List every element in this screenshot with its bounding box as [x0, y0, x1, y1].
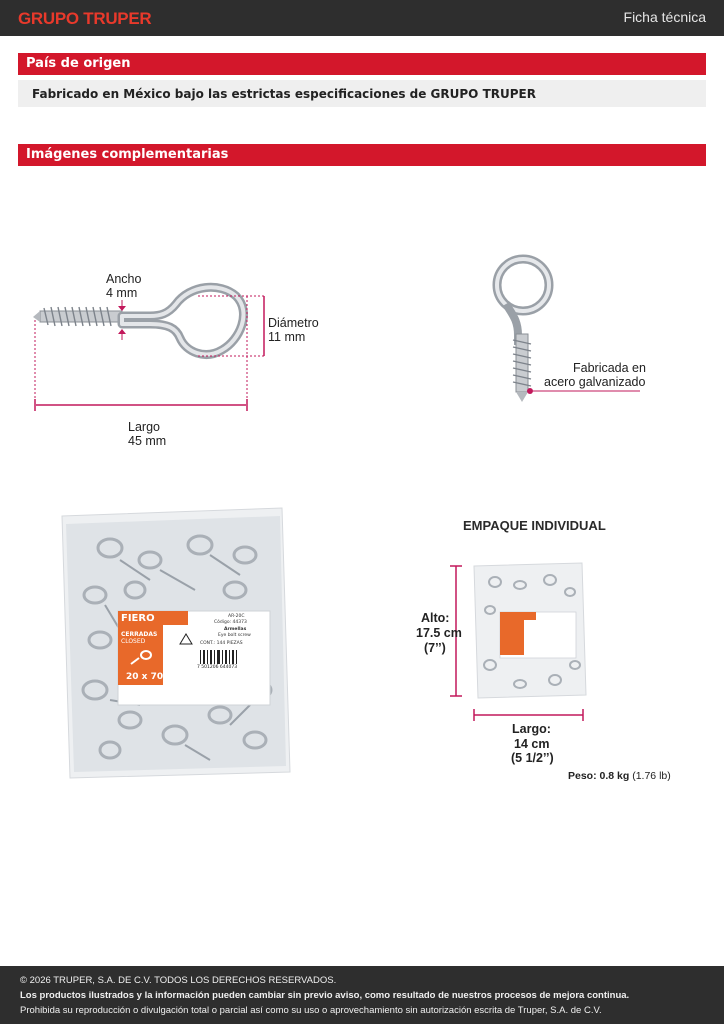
package-brand: FIERO: [121, 613, 155, 624]
empaque-alto-inches: (7’’): [424, 641, 446, 655]
package-barcode: 7 501206 644073: [197, 665, 238, 670]
package-count: CONT.: 144 PIEZAS: [200, 641, 243, 646]
package-codigo: Código: 44373: [214, 620, 247, 625]
package-line1: CERRADAS: [121, 631, 158, 638]
footer-prohibition: Prohibida su reproducción o divulgación total o parcial así como su uso o aprovechamiento sin autorización escrita de Truper, S.A. de C.V.: [20, 1005, 602, 1016]
peso-pounds: (1.76 lb): [632, 770, 671, 782]
diametro-label: Diámetro: [268, 316, 319, 330]
document-type: Ficha técnica: [623, 9, 706, 25]
empaque-largo-label: Largo:: [512, 722, 551, 736]
diametro-value: 11 mm: [268, 330, 306, 344]
footer-copyright: © 2026 TRUPER, S.A. DE C.V. TODOS LOS DERECHOS RESERVADOS.: [20, 975, 337, 986]
origin-text: Fabricado en México bajo las estrictas especificaciones de GRUPO TRUPER: [32, 87, 536, 101]
footer: [0, 966, 724, 1024]
origin-section-title: País de origen: [26, 56, 131, 71]
package-product: Armellas: [224, 627, 247, 632]
empaque-largo-value: 14 cm: [514, 737, 550, 751]
package-line2: CLOSED: [121, 638, 146, 645]
ancho-value: 4 mm: [106, 286, 138, 300]
empaque-alto-label: Alto:: [421, 611, 450, 625]
peso-label: Peso:: [568, 770, 597, 782]
package-code: AR-20C: [228, 614, 245, 619]
brand-logo: GRUPO TRUPER: [18, 9, 152, 28]
peso-value: 0.8 kg: [599, 770, 630, 782]
empaque-alto-value: 17.5 cm: [416, 626, 462, 640]
package-size: 20 x 70: [126, 672, 164, 682]
largo-label: Largo: [128, 420, 160, 434]
footer-notice: Los productos ilustrados y la información pueden cambiar sin previo aviso, como resultado de nuestros procesos de mejora continua.: [20, 990, 630, 1001]
empaque-largo-inches: (5 1/2’’): [511, 751, 554, 765]
empaque-title: EMPAQUE INDIVIDUAL: [463, 518, 606, 533]
material-line2: acero galvanizado: [544, 375, 646, 389]
images-section-title: Imágenes complementarias: [26, 147, 229, 162]
material-line1: Fabricada en: [573, 361, 646, 375]
package-product-en: Eye bolt screw: [218, 633, 251, 638]
empaque-peso: [568, 770, 671, 782]
largo-value: 45 mm: [128, 434, 167, 448]
ancho-label: Ancho: [106, 272, 142, 286]
